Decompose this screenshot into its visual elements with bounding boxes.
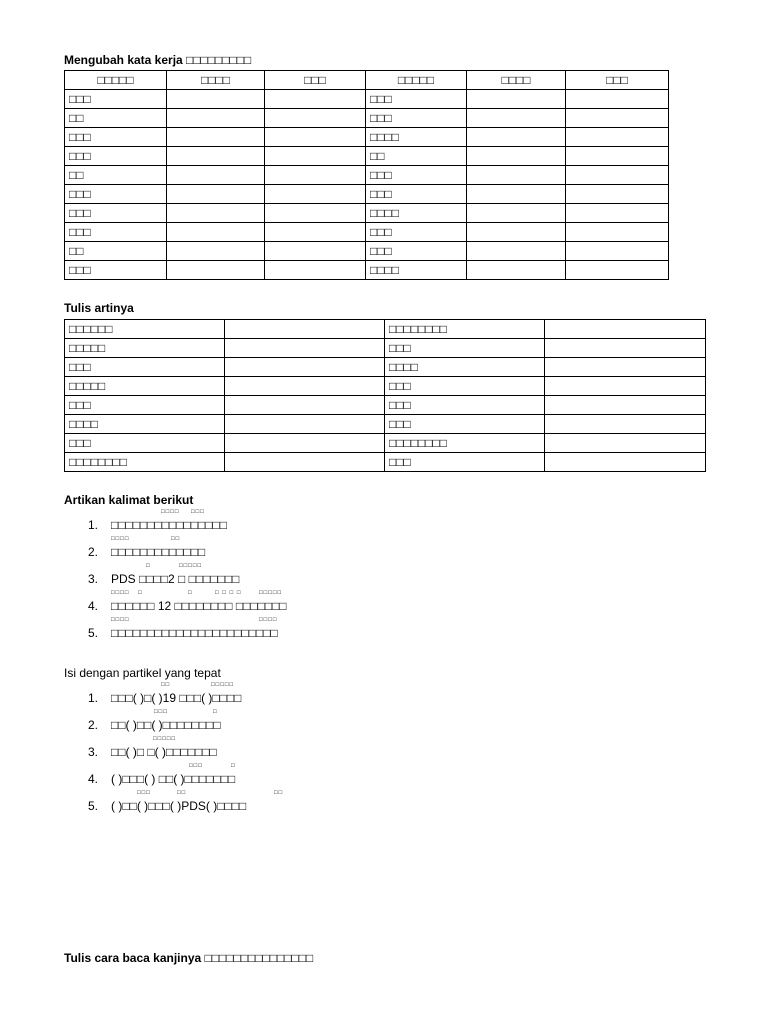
verb-answer-cell[interactable]	[467, 147, 566, 166]
verb-word-cell: □□□	[65, 204, 167, 223]
verb-answer-cell[interactable]	[265, 242, 366, 261]
verb-word-cell: □□□□	[366, 204, 467, 223]
furigana-reading: □□	[274, 790, 284, 796]
furigana-reading: □□□□	[111, 590, 130, 596]
verb-answer-cell[interactable]	[467, 204, 566, 223]
furigana-reading: □	[138, 590, 143, 596]
furigana-reading: □□□	[191, 509, 205, 515]
meaning-word-cell: □□□	[385, 339, 545, 358]
verb-word-cell: □□□	[65, 185, 167, 204]
meaning-word-cell: □□□	[65, 434, 225, 453]
verb-answer-cell[interactable]	[167, 242, 265, 261]
furigana-reading: □ □ □ □	[215, 590, 242, 596]
furigana-reading: □□□□□	[259, 590, 283, 596]
particle-sentence-item	[88, 682, 708, 709]
sentence-text: □□□□□□□□□□□□□	[111, 545, 206, 559]
particle-sentence-item	[88, 790, 708, 817]
meaning-answer-cell[interactable]	[545, 396, 706, 415]
verb-answer-cell[interactable]	[167, 109, 265, 128]
translate-list	[88, 509, 708, 644]
verb-answer-cell[interactable]	[167, 128, 265, 147]
item-number: 1.	[88, 691, 99, 705]
verb-answer-cell[interactable]	[467, 90, 566, 109]
section3-title: Artikan kalimat berikut	[64, 493, 194, 507]
particle-list	[88, 682, 708, 817]
meaning-table-row	[65, 396, 706, 415]
verb-table-row	[65, 147, 669, 166]
verb-answer-cell[interactable]	[566, 128, 669, 147]
furigana-reading: □□□□□	[211, 682, 235, 688]
verb-word-cell: □□□	[366, 109, 467, 128]
furigana-reading: □	[146, 563, 151, 569]
meaning-answer-cell[interactable]	[225, 453, 385, 472]
verb-answer-cell[interactable]	[566, 185, 669, 204]
verb-word-cell: □□□	[366, 185, 467, 204]
verb-answer-cell[interactable]	[265, 147, 366, 166]
furigana-reading: □□□□□	[153, 736, 177, 742]
meaning-word-cell: □□□□□□□□	[65, 453, 225, 472]
furigana-reading: □□□	[137, 790, 151, 796]
section1-title: Mengubah kata kerja □□□□□□□□□	[64, 53, 252, 67]
furigana-reading: □□□	[154, 709, 168, 715]
item-number: 5.	[88, 626, 99, 640]
verb-answer-cell[interactable]	[167, 204, 265, 223]
meaning-answer-cell[interactable]	[545, 453, 706, 472]
sentence-text: □□( )□ □( )□□□□□□□	[111, 745, 217, 759]
verb-word-cell: □□	[65, 242, 167, 261]
verb-word-cell: □□□	[65, 128, 167, 147]
verb-answer-cell[interactable]	[566, 242, 669, 261]
item-number: 4.	[88, 599, 99, 613]
verb-answer-cell[interactable]	[265, 128, 366, 147]
verb-word-cell: □□□□	[366, 128, 467, 147]
verb-answer-cell[interactable]	[566, 204, 669, 223]
sentence-text: ( )□□( )□□□( )PDS( )□□□□	[111, 799, 247, 813]
meaning-word-cell: □□□□	[385, 358, 545, 377]
verb-answer-cell[interactable]	[265, 109, 366, 128]
meaning-answer-cell[interactable]	[545, 358, 706, 377]
verb-answer-cell[interactable]	[467, 166, 566, 185]
verb-table	[64, 70, 669, 280]
sentence-text: □□□□□□□□□□□□□□□□	[111, 518, 227, 532]
verb-header-cell: □□□□□	[366, 71, 467, 90]
verb-header-cell: □□□	[265, 71, 366, 90]
verb-answer-cell[interactable]	[167, 223, 265, 242]
meaning-answer-cell[interactable]	[545, 377, 706, 396]
verb-answer-cell[interactable]	[566, 90, 669, 109]
furigana-reading: □	[213, 709, 218, 715]
meaning-answer-cell[interactable]	[545, 320, 706, 339]
verb-answer-cell[interactable]	[167, 261, 265, 280]
translate-sentence-item	[88, 590, 708, 617]
furigana-reading: □	[188, 590, 193, 596]
meaning-word-cell: □□□□□	[65, 377, 225, 396]
meaning-answer-cell[interactable]	[225, 434, 385, 453]
verb-answer-cell[interactable]	[467, 242, 566, 261]
verb-word-cell: □□□	[366, 90, 467, 109]
meaning-word-cell: □□□□□□□□	[385, 320, 545, 339]
meaning-answer-cell[interactable]	[225, 339, 385, 358]
furigana-reading: □□□□	[111, 617, 130, 623]
verb-header-cell: □□□	[566, 71, 669, 90]
verb-answer-cell[interactable]	[566, 261, 669, 280]
item-number: 5.	[88, 799, 99, 813]
furigana-reading: □□□	[189, 763, 203, 769]
verb-answer-cell[interactable]	[167, 147, 265, 166]
verb-header-cell: □□□□	[167, 71, 265, 90]
meaning-answer-cell[interactable]	[225, 320, 385, 339]
meaning-table	[64, 319, 706, 472]
meaning-word-cell: □□□	[65, 396, 225, 415]
verb-word-cell: □□□	[65, 147, 167, 166]
sentence-text: □□□□□□ 12 □□□□□□□□ □□□□□□□	[111, 599, 287, 613]
verb-word-cell: □□□	[366, 242, 467, 261]
verb-word-cell: □□□	[366, 223, 467, 242]
meaning-answer-cell[interactable]	[225, 358, 385, 377]
particle-sentence-item	[88, 763, 708, 790]
verb-table-row	[65, 261, 669, 280]
verb-answer-cell[interactable]	[467, 223, 566, 242]
section4-title: Isi dengan partikel yang tepat	[64, 666, 221, 680]
furigana-reading: □□	[177, 790, 187, 796]
furigana-reading: □□□□	[161, 509, 180, 515]
verb-header-cell: □□□□□	[65, 71, 167, 90]
verb-table-row	[65, 128, 669, 147]
particle-sentence-item	[88, 709, 708, 736]
verb-answer-cell[interactable]	[265, 166, 366, 185]
meaning-word-cell: □□□	[385, 396, 545, 415]
meaning-word-cell: □□□	[65, 358, 225, 377]
verb-answer-cell[interactable]	[265, 261, 366, 280]
verb-table-row	[65, 166, 669, 185]
meaning-answer-cell[interactable]	[545, 434, 706, 453]
verb-word-cell: □□	[65, 166, 167, 185]
verb-header-cell: □□□□	[467, 71, 566, 90]
verb-table-row	[65, 242, 669, 261]
translate-sentence-item	[88, 563, 708, 590]
furigana-reading: □□	[161, 682, 171, 688]
verb-answer-cell[interactable]	[566, 109, 669, 128]
translate-sentence-item	[88, 536, 708, 563]
meaning-word-cell: □□□	[385, 453, 545, 472]
meaning-table-row	[65, 453, 706, 472]
meaning-answer-cell[interactable]	[225, 377, 385, 396]
meaning-word-cell: □□□□□□	[65, 320, 225, 339]
meaning-table-row	[65, 320, 706, 339]
meaning-word-cell: □□□□	[65, 415, 225, 434]
meaning-word-cell: □□□	[385, 415, 545, 434]
particle-sentence-item	[88, 736, 708, 763]
item-number: 2.	[88, 718, 99, 732]
furigana-reading: □	[231, 763, 236, 769]
verb-answer-cell[interactable]	[566, 223, 669, 242]
furigana-reading: □□□□	[259, 617, 278, 623]
translate-sentence-item	[88, 617, 708, 644]
verb-answer-cell[interactable]	[467, 185, 566, 204]
meaning-table-row	[65, 339, 706, 358]
sentence-text: PDS □□□□2 □ □□□□□□□	[111, 572, 240, 586]
verb-table-row	[65, 204, 669, 223]
verb-table-row	[65, 90, 669, 109]
meaning-table-row	[65, 415, 706, 434]
furigana-reading: □□□□□	[179, 563, 203, 569]
meaning-word-cell: □□□	[385, 377, 545, 396]
furigana-reading: □□	[171, 536, 181, 542]
verb-answer-cell[interactable]	[167, 185, 265, 204]
verb-table-row	[65, 223, 669, 242]
meaning-answer-cell[interactable]	[545, 415, 706, 434]
verb-answer-cell[interactable]	[167, 90, 265, 109]
furigana-reading: □□□□	[111, 536, 130, 542]
item-number: 1.	[88, 518, 99, 532]
verb-word-cell: □□	[65, 109, 167, 128]
verb-answer-cell[interactable]	[265, 223, 366, 242]
sentence-text: □□□( )□( )19 □□□( )□□□□	[111, 691, 242, 705]
verb-table-row	[65, 185, 669, 204]
meaning-answer-cell[interactable]	[545, 339, 706, 358]
verb-answer-cell[interactable]	[467, 261, 566, 280]
meaning-word-cell: □□□□□	[65, 339, 225, 358]
item-number: 3.	[88, 572, 99, 586]
section5-title: Tulis cara baca kanjinya □□□□□□□□□□□□□□□	[64, 951, 314, 965]
sentence-text: □□□□□□□□□□□□□□□□□□□□□□□	[111, 626, 278, 640]
verb-answer-cell[interactable]	[566, 147, 669, 166]
verb-word-cell: □□	[366, 147, 467, 166]
verb-answer-cell[interactable]	[167, 166, 265, 185]
verb-word-cell: □□□	[366, 166, 467, 185]
verb-table-header-row	[65, 71, 669, 90]
verb-answer-cell[interactable]	[265, 204, 366, 223]
meaning-answer-cell[interactable]	[225, 415, 385, 434]
verb-answer-cell[interactable]	[265, 90, 366, 109]
translate-sentence-item	[88, 509, 708, 536]
section2-title: Tulis artinya	[64, 301, 134, 315]
sentence-text: ( )□□□( ) □□( )□□□□□□□	[111, 772, 236, 786]
meaning-word-cell: □□□□□□□□	[385, 434, 545, 453]
meaning-table-row	[65, 358, 706, 377]
meaning-answer-cell[interactable]	[225, 396, 385, 415]
verb-word-cell: □□□	[65, 90, 167, 109]
meaning-table-row	[65, 377, 706, 396]
sentence-text: □□( )□□( )□□□□□□□□	[111, 718, 221, 732]
verb-word-cell: □□□□	[366, 261, 467, 280]
verb-answer-cell[interactable]	[467, 109, 566, 128]
verb-answer-cell[interactable]	[265, 185, 366, 204]
item-number: 2.	[88, 545, 99, 559]
verb-answer-cell[interactable]	[566, 166, 669, 185]
verb-answer-cell[interactable]	[467, 128, 566, 147]
item-number: 4.	[88, 772, 99, 786]
meaning-table-row	[65, 434, 706, 453]
verb-word-cell: □□□	[65, 261, 167, 280]
verb-word-cell: □□□	[65, 223, 167, 242]
verb-table-row	[65, 109, 669, 128]
item-number: 3.	[88, 745, 99, 759]
